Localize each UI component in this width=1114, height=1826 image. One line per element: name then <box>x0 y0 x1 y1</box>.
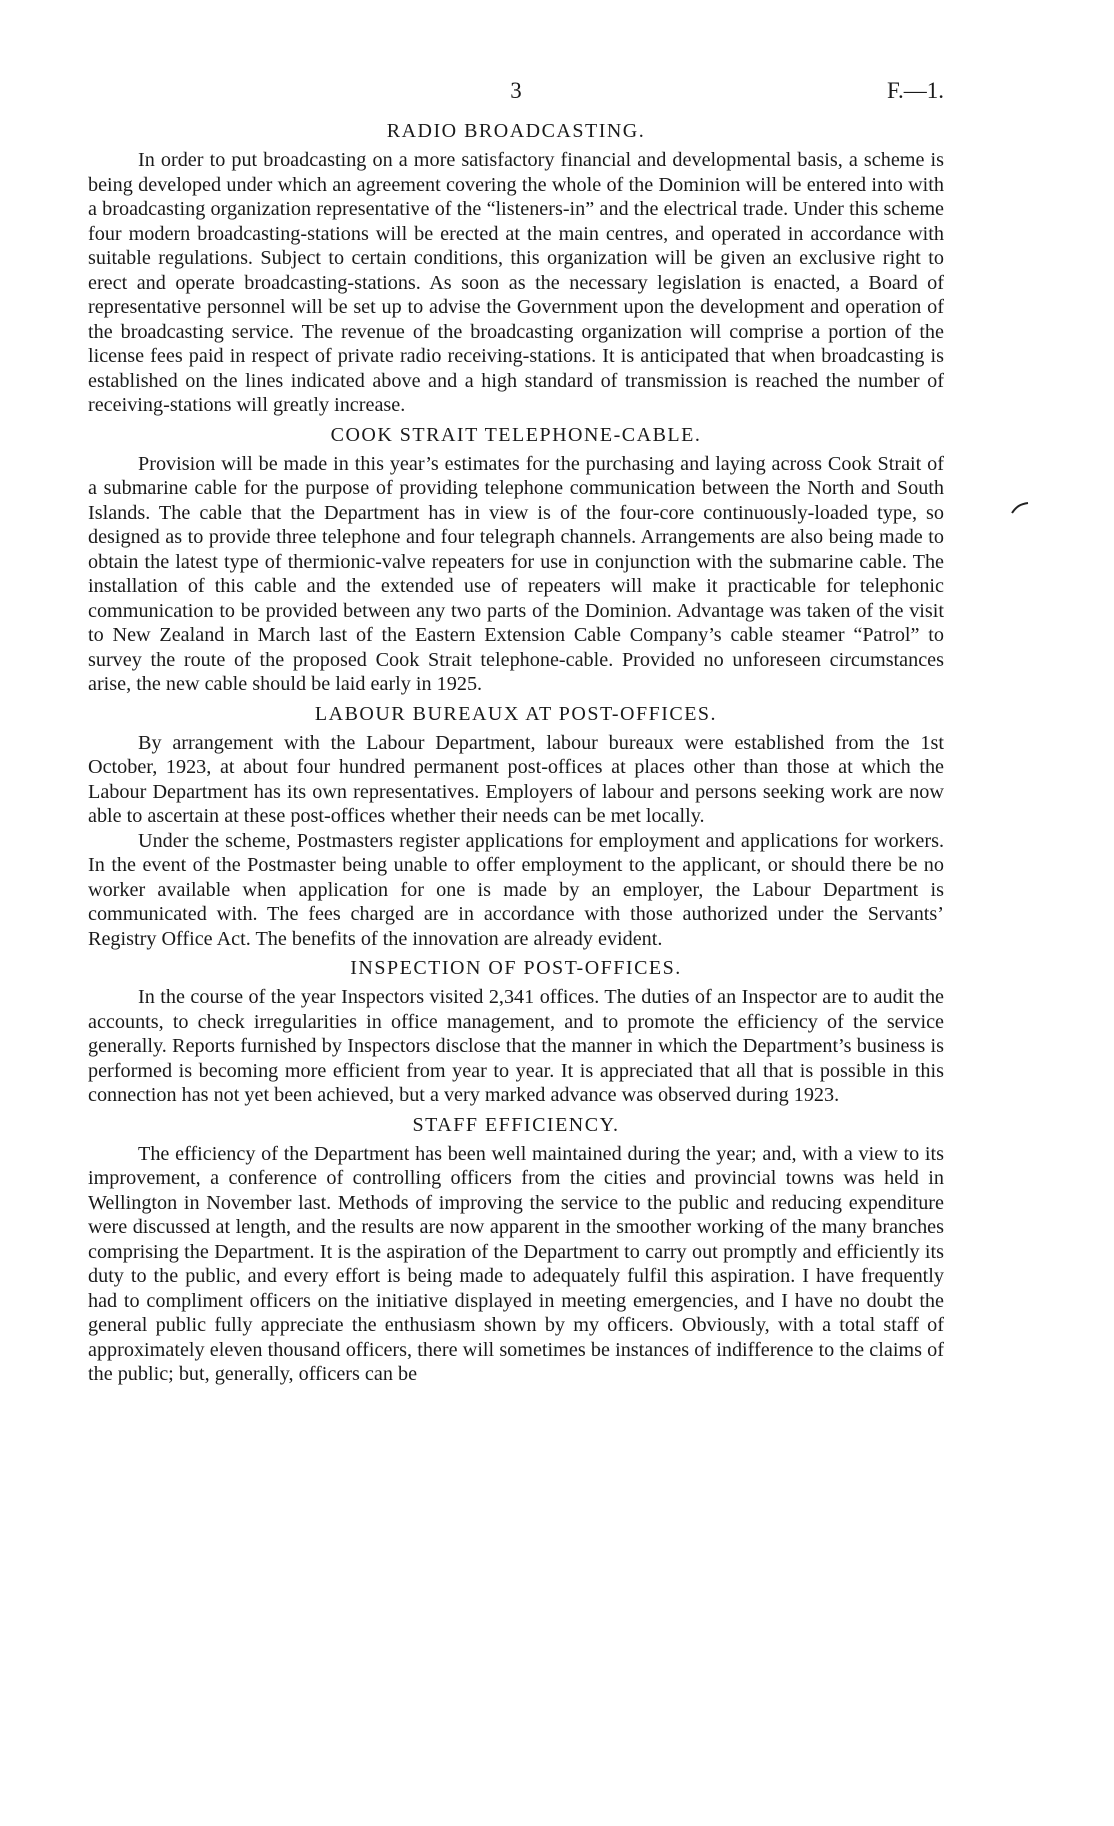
ink-mark-icon <box>1010 501 1030 515</box>
section-heading: LABOUR BUREAUX AT POST-OFFICES. <box>314 702 718 725</box>
section-heading: COOK STRAIT TELEPHONE-CABLE. <box>330 423 702 446</box>
page-number: 3 <box>510 78 522 103</box>
paragraph: Under the scheme, Postmasters register applications for employment and applications for workers. In the event of the Postmaster being unable to offer employment to the applicant, or should there be no worker available when application for one is made by an employer, the Labour Department is communicated with. The fees charged are in accordance with those authorized under the Servants’ Registry Office Act. The benefits of the innovation are already evident. <box>88 829 944 950</box>
paragraph: By arrangement with the Labour Department, labour bureaux were established from the 1st October, 1923, at about four hundred permanent post-offices at places other than those at which the Labour Department has its own representatives. Employers of labour and persons seeking work are now able to ascertain at these post-offices whether their needs can be met locally. <box>88 731 944 827</box>
section-heading: STAFF EFFICIENCY. <box>412 1113 620 1136</box>
section-cook-strait-cable <box>88 422 944 697</box>
document-reference: F.—1. <box>887 78 944 103</box>
paragraph: In order to put broadcasting on a more satisfactory financial and developmental basis, a scheme is being developed under which an agreement covering the whole of the Dominion will be entered into with a broadcasting organization representative of the “listeners-in” and the electrical trade. Under this scheme four modern broadcasting-stations will be erected at the main centres, and operated in accordance with suitable regulations. Subject to certain conditions, this organization will be given an exclusive right to erect and operate broadcasting-stations. As soon as the necessary legislation is enacted, a Board of representative personnel will be set up to advise the Government upon the development and operation of the broadcasting service. The revenue of the broadcasting organization will comprise a portion of the license fees paid in respect of private radio receiving-stations. It is anticipated that when broadcasting is established on the lines indicated above and a high standard of transmission is reached the number of receiving-stations will greatly increase. <box>88 149 944 416</box>
margin-ink-mark <box>1010 498 1030 521</box>
paragraph: The efficiency of the Department has been well maintained during the year; and, with a view to its improvement, a conference of controlling officers from the cities and provincial towns was held in Wellington in November last. Methods of improving the service to the public and reducing expenditure were discussed at length, and the results are now apparent in the smoother working of the many branches comprising the Department. It is the aspiration of the Department to carry out promptly and efficiently its duty to the public, and every effort is being made to adequately fulfil this aspiration. I have frequently had to compliment officers on the initiative displayed in meeting emergencies, and I have no doubt the general public fully appreciate the enthusiasm shown by my officers. Obviously, with a total staff of approximately eleven thousand officers, there will sometimes be instances of indifference to the claims of the public; but, generally, officers can be <box>88 1142 944 1385</box>
section-radio-broadcasting <box>88 118 944 418</box>
document-page <box>88 78 944 1391</box>
section-staff-efficiency <box>88 1112 944 1387</box>
paragraph: Provision will be made in this year’s estimates for the purchasing and laying across Cook Strait of a submarine cable for the purpose of providing telephone communication between the North and South Islands. The cable that the Department has in view is of the four-core continuously-loaded type, so designed as to provide three telephone and four telegraph channels. Arrangements are also being made to obtain the latest type of thermionic-valve repeaters for use in conjunction with the submarine cable. The installation of this cable and the extended use of repeaters will make it practicable for telephonic communication to be provided between any two parts of the Dominion. Advantage was taken of the visit to New Zealand in March last of the Eastern Extension Cable Company’s cable steamer “Patrol” to survey the route of the proposed Cook Strait telephone-cable. Provided no unforeseen circumstances arise, the new cable should be laid early in 1925. <box>88 452 944 695</box>
section-heading: INSPECTION OF POST-OFFICES. <box>350 957 682 979</box>
section-inspection-post-offices <box>88 955 944 1108</box>
section-heading: RADIO BROADCASTING. <box>386 120 646 142</box>
section-labour-bureaux <box>88 701 944 952</box>
paragraph: In the course of the year Inspectors visited 2,341 offices. The duties of an Inspector are to audit the accounts, to check irregularities in office management, and to promote the efficiency of the service generally. Reports furnished by Inspectors disclose that the manner in which the Department’s business is performed is becoming more efficient from year to year. It is appreciated that all that is possible in this connection has not yet been achieved, but a very marked advance was observed during 1923. <box>88 986 944 1106</box>
page-header <box>88 78 944 114</box>
